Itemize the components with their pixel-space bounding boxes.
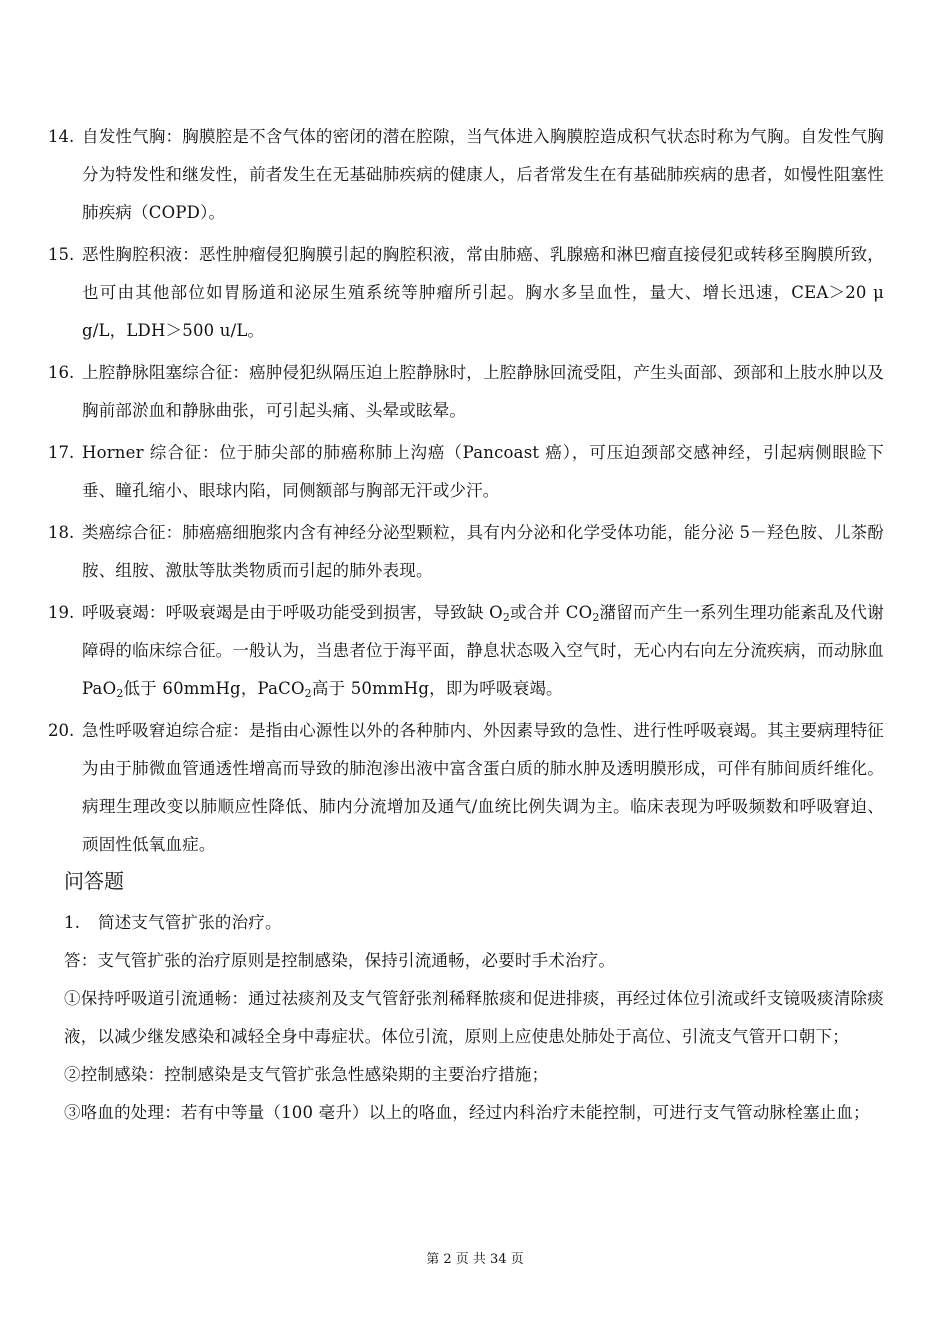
definition-item-18 bbox=[48, 514, 884, 590]
item-text: 恶性胸腔积液：恶性肿瘤侵犯胸膜引起的胸腔积液，常由肺癌、乳腺癌和淋巴瘤直接侵犯或转移至胸膜所致，也可由其他部位如胃肠道和泌尿生殖系统等肿瘤所引起。胸水多呈血性，量大、增长迅速，CEA＞20 μ g/L，LDH＞500 u/L。 bbox=[82, 245, 884, 340]
item-text: 自发性气胸：胸膜腔是不含气体的密闭的潜在腔隙，当气体进入胸膜腔造成积气状态时称为气胸。自发性气胸分为特发性和继发性，前者发生在无基础肺疾病的健康人，后者常发生在有基础肺疾病的患者，如慢性阻塞性肺疾病（COPD）。 bbox=[82, 127, 884, 222]
definition-item-16 bbox=[48, 354, 884, 430]
item-text: 急性呼吸窘迫综合症：是指由心源性以外的各种肺内、外因素导致的急性、进行性呼吸衰竭。其主要病理特征为由于肺微血管通透性增高而导致的肺泡渗出液中富含蛋白质的肺水肿及透明膜形成，可伴有肺间质纤维化。病理生理改变以肺顺应性降低、肺内分流增加及通气/血统比例失调为主。临床表现为呼吸频数和呼吸窘迫、顽固性低氧血症。 bbox=[82, 721, 884, 854]
definition-list bbox=[48, 118, 884, 868]
answer-intro: 答：支气管扩张的治疗原则是控制感染，保持引流通畅，必要时手术治疗。 bbox=[64, 951, 616, 970]
definition-item-20 bbox=[48, 712, 884, 864]
answer-point-2: ②控制感染：控制感染是支气管扩张急性感染期的主要治疗措施； bbox=[64, 1065, 549, 1084]
subscript: 2 bbox=[502, 611, 511, 624]
item-number: 15. bbox=[48, 245, 75, 264]
definition-item-17 bbox=[48, 434, 884, 510]
section-heading: 问答题 bbox=[64, 869, 124, 893]
question-number: 1. bbox=[64, 913, 81, 932]
page-footer: 第 2 页 共 34 页 bbox=[426, 1252, 524, 1267]
text-segment: 低于 60mmHg，PaCO bbox=[123, 679, 305, 698]
definition-item-15 bbox=[48, 236, 884, 350]
item-text bbox=[82, 594, 884, 708]
answer-point-3: ③咯血的处理：若有中等量（100 毫升）以上的咯血，经过内科治疗未能控制，可进行支气管动脉栓塞止血； bbox=[64, 1103, 870, 1122]
definition-item-14 bbox=[48, 118, 884, 232]
question-text: 简述支气管扩张的治疗。 bbox=[98, 913, 282, 932]
text-segment: 呼吸衰竭：呼吸衰竭是由于呼吸功能受到损害，导致缺 O bbox=[82, 603, 503, 622]
item-number: 16. bbox=[48, 363, 75, 382]
item-text: Horner 综合征：位于肺尖部的肺癌称肺上沟癌（Pancoast 癌），可压迫颈部交感神经，引起病侧眼睑下垂、瞳孔缩小、眼球内陷，同侧额部与胸部无汗或少汗。 bbox=[82, 443, 884, 500]
definition-item-19 bbox=[48, 594, 884, 708]
text-segment: 或合并 CO bbox=[510, 603, 593, 622]
item-number: 19. bbox=[48, 603, 75, 622]
item-number: 20. bbox=[48, 721, 75, 740]
answer-point-1: ①保持呼吸道引流通畅：通过祛痰剂及支气管舒张剂稀释脓痰和促进排痰，再经过体位引流或纤支镜吸痰清除痰液，以减少继发感染和减轻全身中毒症状。体位引流，原则上应使患处肺处于高位、引流支气管开口朝下； bbox=[64, 989, 884, 1046]
qa-section bbox=[64, 866, 884, 1132]
subscript: 2 bbox=[116, 687, 124, 700]
item-text: 类癌综合征：肺癌癌细胞浆内含有神经分泌型颗粒，具有内分泌和化学受体功能，能分泌 5－羟色胺、儿茶酚胺、组胺、激肽等肽类物质而引起的肺外表现。 bbox=[82, 523, 884, 580]
text-segment: 潴留而产生一系列生理功能紊乱及代谢障碍的临床综合征。一般认为，当患者位于海平面，静息状态吸入空气时，无心内右向左分流疾病，而动脉血 PaO bbox=[82, 603, 884, 698]
subscript: 2 bbox=[592, 611, 600, 624]
text-segment: 高于 50mmHg，即为呼吸衰竭。 bbox=[311, 679, 563, 698]
question bbox=[64, 904, 884, 942]
subscript: 2 bbox=[304, 687, 312, 700]
item-text: 上腔静脉阻塞综合征：癌肿侵犯纵隔压迫上腔静脉时，上腔静脉回流受阻，产生头面部、颈部和上肢水肿以及胸前部淤血和静脉曲张，可引起头痛、头晕或眩晕。 bbox=[82, 363, 884, 420]
item-number: 17. bbox=[48, 443, 75, 462]
item-number: 14. bbox=[48, 127, 75, 146]
item-number: 18. bbox=[48, 523, 75, 542]
